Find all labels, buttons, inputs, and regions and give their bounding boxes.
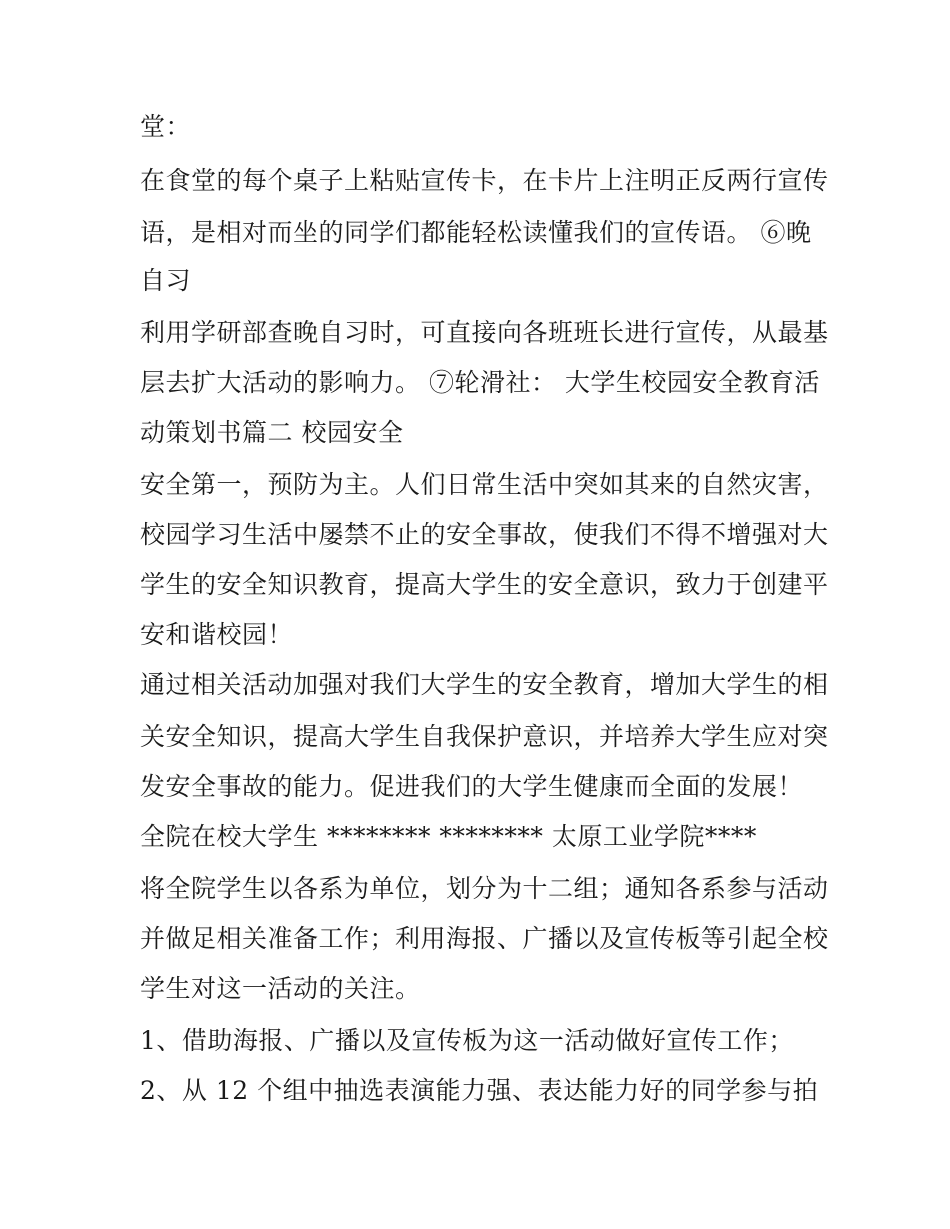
text-line: 动策划书篇二 校园安全 [140,418,404,447]
text-line: 自习 [140,266,192,295]
text-line: 层去扩大活动的影响力。 ⑦轮滑社： 大学生校园安全教育活 [140,368,820,397]
text-line: 学生的安全知识教育，提高大学生的安全意识，致力于创建平 [140,570,829,599]
text-line: 全院在校大学生 ******** ******** 太原工业学院**** [140,822,757,851]
text-line: 1、借助海报、广播以及宣传板为这一活动做好宣传工作； [140,1026,794,1055]
text-line: 校园学习生活中屡禁不止的安全事故，使我们不得不增强对大 [140,520,829,549]
text-line: 利用学研部查晚自习时，可直接向各班班长进行宣传，从最基 [140,318,829,347]
text-line: 将全院学生以各系为单位，划分为十二组；通知各系参与活动 [140,874,829,903]
text-line: 安全第一，预防为主。人们日常生活中突如其来的自然灾害， [140,470,829,499]
text-line: 关安全知识，提高大学生自我保护意识，并培养大学生应对突 [140,722,829,751]
text-line: 2、从 12 个组中抽选表演能力强、表达能力好的同学参与拍 [140,1076,819,1105]
text-line: 学生对这一活动的关注。 [140,974,421,1003]
text-line: 安和谐校园！ [140,620,294,649]
text-line: 堂： [140,112,192,141]
text-line: 在食堂的每个桌子上粘贴宣传卡，在卡片上注明正反两行宣传 [140,166,829,195]
text-line: 发安全事故的能力。促进我们的大学生健康而全面的发展！ [140,772,804,801]
text-line: 语，是相对而坐的同学们都能轻松读懂我们的宣传语。 ⑥晚 [140,218,812,247]
text-line: 并做足相关准备工作；利用海报、广播以及宣传板等引起全校 [140,924,829,953]
text-line: 通过相关活动加强对我们大学生的安全教育，增加大学生的相 [140,670,829,699]
